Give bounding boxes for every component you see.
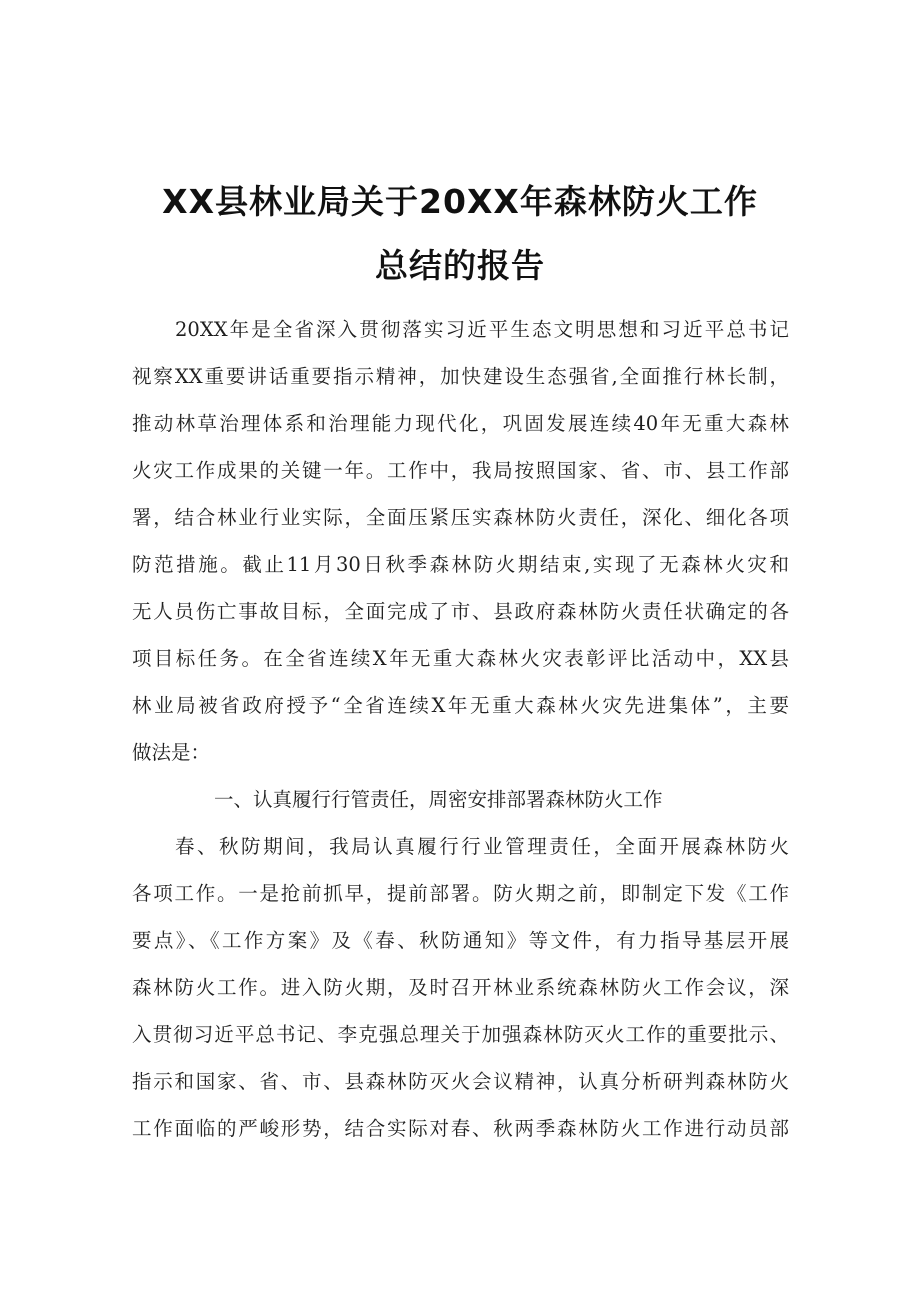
document-title-line-2: 总结的报告 bbox=[375, 246, 545, 285]
paragraph-2-line-7: 工作面临的严峻形势，结合实际对春、秋两季森林防火工作进行动员部 bbox=[132, 1117, 789, 1140]
paragraph-1-line-4: 火灾工作成果的关键一年。工作中，我局按照国家、省、市、县工作部 bbox=[132, 459, 789, 482]
section-heading-1: 一、认真履行行管责任，周密安排部署森林防火工作 bbox=[214, 788, 663, 811]
paragraph-1-line-1: 20XX年是全省深入贯彻落实习近平生态文明思想和习近平总书记 bbox=[175, 318, 789, 341]
paragraph-1-line-3: 推动林草治理体系和治理能力现代化，巩固发展连续40年无重大森林 bbox=[132, 412, 789, 435]
paragraph-1-line-10: 做法是： bbox=[132, 741, 211, 764]
paragraph-1-line-6: 防范措施。截止11月30日秋季森林防火期结束,实现了无森林火灾和 bbox=[132, 553, 789, 576]
paragraph-1-line-7: 无人员伤亡事故目标，全面完成了市、县政府森林防火责任状确定的各 bbox=[132, 600, 789, 623]
paragraph-2-line-3: 要点》、《工作方案》及《春、秋防通知》等文件，有力指导基层开展 bbox=[132, 929, 789, 952]
paragraph-1-line-5: 署，结合林业行业实际，全面压紧压实森林防火责任，深化、细化各项 bbox=[132, 506, 789, 529]
document-title-line-1: XX县林业局关于20XX年森林防火工作 bbox=[162, 182, 758, 221]
paragraph-1-line-8: 项目标任务。在全省连续X年无重大森林火灾表彰评比活动中，XX县 bbox=[132, 647, 789, 670]
paragraph-2-line-1: 春、秋防期间，我局认真履行行业管理责任，全面开展森林防火 bbox=[175, 835, 789, 858]
paragraph-1-line-9: 林业局被省政府授予“全省连续X年无重大森林火灾先进集体”，主要 bbox=[132, 694, 789, 717]
paragraph-2-line-6: 指示和国家、省、市、县森林防灭火会议精神，认真分析研判森林防火 bbox=[132, 1070, 789, 1093]
paragraph-2-line-4: 森林防火工作。进入防火期，及时召开林业系统森林防火工作会议，深 bbox=[132, 976, 789, 999]
paragraph-1-line-2: 视察XX重要讲话重要指示精神，加快建设生态强省,全面推行林长制， bbox=[132, 365, 789, 388]
paragraph-2-line-5: 入贯彻习近平总书记、李克强总理关于加强森林防灭火工作的重要批示、 bbox=[132, 1023, 789, 1046]
paragraph-2-line-2: 各项工作。一是抢前抓早，提前部署。防火期之前，即制定下发《工作 bbox=[132, 882, 789, 905]
